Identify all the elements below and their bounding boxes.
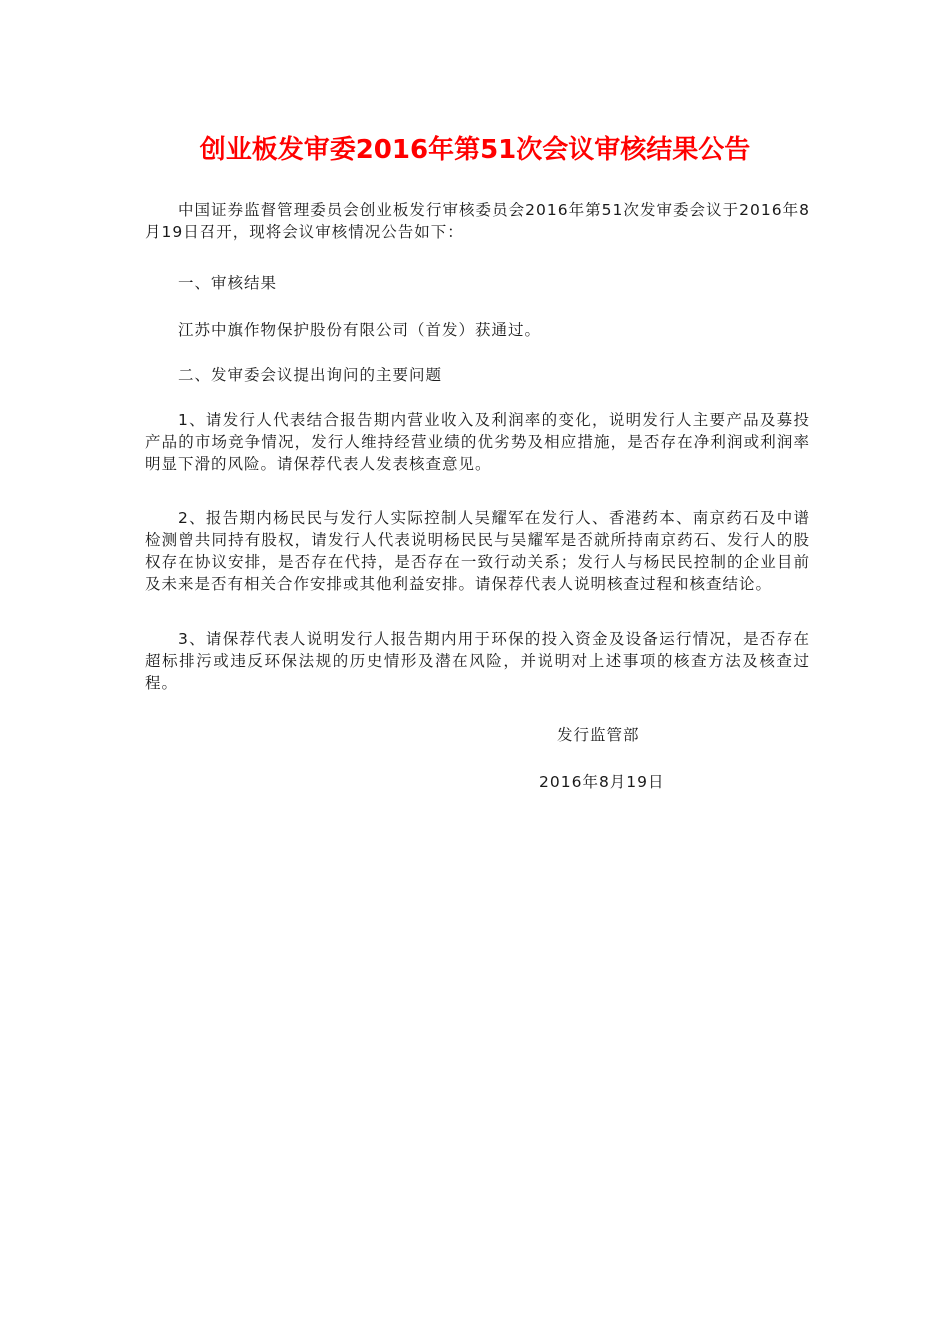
- question-1-paragraph: 1、请发行人代表结合报告期内营业收入及利润率的变化，说明发行人主要产品及募投产品的市场竞争情况，发行人维持经营业绩的优劣势及相应措施，是否存在净利润或利润率明显下滑的风险。请保荐代表人发表核查意见。: [145, 411, 810, 473]
- intro-paragraph: 中国证券监督管理委员会创业板发行审核委员会2016年第51次发审委会议于2016年8月19日召开，现将会议审核情况公告如下：: [145, 201, 810, 241]
- question-2-paragraph: 2、报告期内杨民民与发行人实际控制人吴耀军在发行人、香港药本、南京药石及中谱检测曾共同持有股权，请发行人代表说明杨民民与吴耀军是否就所持南京药石、发行人的股权存在协议安排，是否存在代持，是否存在一致行动关系；发行人与杨民民控制的企业目前及未来是否有相关合作安排或其他利益安排。请保荐代表人说明核查过程和核查结论。: [145, 509, 810, 593]
- signature-date: 2016年8月19日: [539, 773, 665, 791]
- section-2-heading: 二、发审委会议提出询问的主要问题: [178, 366, 443, 384]
- review-result-paragraph: 江苏中旗作物保护股份有限公司（首发）获通过。: [178, 321, 542, 339]
- question-3-paragraph: 3、请保荐代表人说明发行人报告期内用于环保的投入资金及设备运行情况，是否存在超标排污或违反环保法规的历史情形及潜在风险，并说明对上述事项的核查方法及核查过程。: [145, 630, 810, 692]
- signature-department: 发行监管部: [557, 726, 640, 744]
- section-1-heading: 一、审核结果: [178, 274, 278, 292]
- document-title: 创业板发审委2016年第51次会议审核结果公告: [199, 135, 751, 165]
